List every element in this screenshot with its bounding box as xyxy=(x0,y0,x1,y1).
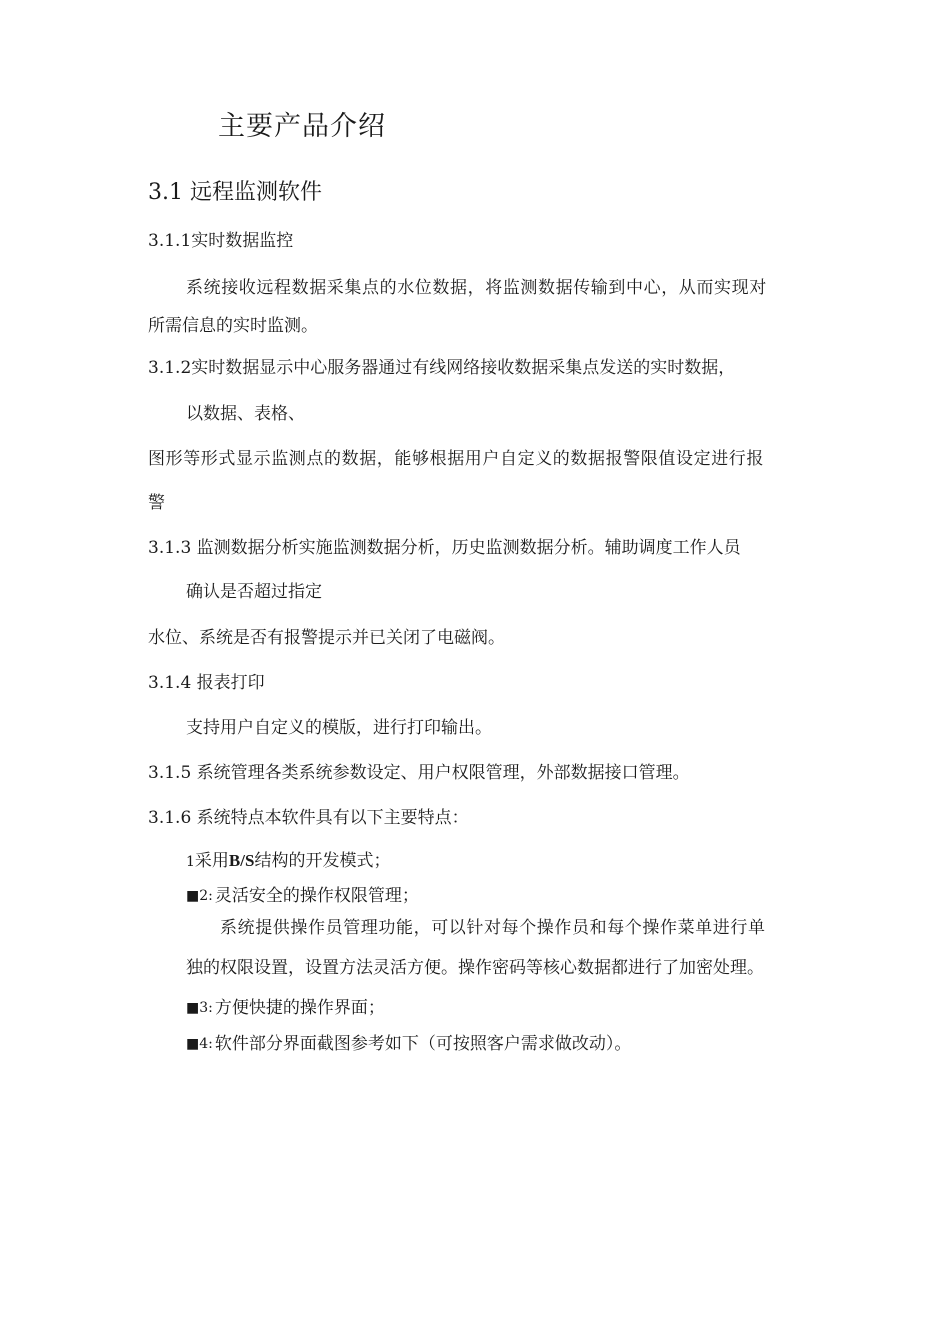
feature-4-item xyxy=(186,1032,631,1057)
subsection-3-1-4-heading: 3.1.4 报表打印 xyxy=(148,673,265,693)
subsection-3-1-1-heading: 3.1.1实时数据监控 xyxy=(148,231,294,251)
paragraph-3-1-2-line-1: 以数据、表格、 xyxy=(186,404,305,424)
feature-1-bs-label: B/S xyxy=(228,851,255,870)
feature-3-text: 方便快捷的操作界面； xyxy=(214,998,385,1018)
paragraph-3-1-3-line-2: 水位、系统是否有报警提示并已关闭了电磁阀。 xyxy=(148,628,505,648)
paragraph-3-1-1-line-1: 系统接收远程数据采集点的水位数据，将监测数据传输到中心，从而实现对 xyxy=(186,278,767,298)
feature-3-item xyxy=(186,996,385,1021)
paragraph-3-1-3-line-1: 确认是否超过指定 xyxy=(186,582,322,602)
feature-4-bullet: ■4: xyxy=(186,1036,213,1052)
feature-2-item xyxy=(186,884,419,909)
subsection-3-1-5-heading: 3.1.5 系统管理各类系统参数设定、用户权限管理，外部数据接口管理。 xyxy=(148,763,690,783)
subsection-3-1-2-heading: 3.1.2实时数据显示中心服务器通过有线网络接收数据采集点发送的实时数据， xyxy=(148,358,736,378)
page-title: 主要产品介绍 xyxy=(218,111,386,142)
paragraph-3-1-4-line-1: 支持用户自定义的模版，进行打印输出。 xyxy=(186,718,492,738)
feature-2-bullet: ■2: xyxy=(186,888,213,904)
section-heading: 3.1 远程监测软件 xyxy=(148,180,322,205)
paragraph-3-1-2-line-3: 警 xyxy=(148,493,165,513)
feature-1-text-a: 采用 xyxy=(194,851,229,871)
feature-4-text: 软件部分界面截图参考如下（可按照客户需求做改动）。 xyxy=(214,1034,632,1054)
subsection-3-1-6-heading: 3.1.6 系统特点本软件具有以下主要特点： xyxy=(148,808,469,828)
feature-2-desc-line-2: 独的权限设置，设置方法灵活方便。操作密码等核心数据都进行了加密处理。 xyxy=(186,958,764,978)
feature-1-item xyxy=(186,849,390,874)
feature-3-bullet: ■3: xyxy=(186,1000,213,1016)
subsection-3-1-3-heading: 3.1.3 监测数据分析实施监测数据分析，历史监测数据分析。辅助调度工作人员 xyxy=(148,538,741,558)
feature-2-desc-line-1: 系统提供操作员管理功能，可以针对每个操作员和每个操作菜单进行单 xyxy=(220,918,766,938)
paragraph-3-1-1-line-2: 所需信息的实时监测。 xyxy=(148,316,318,336)
feature-1-text-b: 结构的开发模式； xyxy=(254,851,391,871)
paragraph-3-1-2-line-2: 图形等形式显示监测点的数据，能够根据用户自定义的数据报警限值设定进行报 xyxy=(148,449,764,469)
feature-2-text: 灵活安全的操作权限管理； xyxy=(214,886,419,906)
feature-1-number: 1 xyxy=(186,854,195,870)
